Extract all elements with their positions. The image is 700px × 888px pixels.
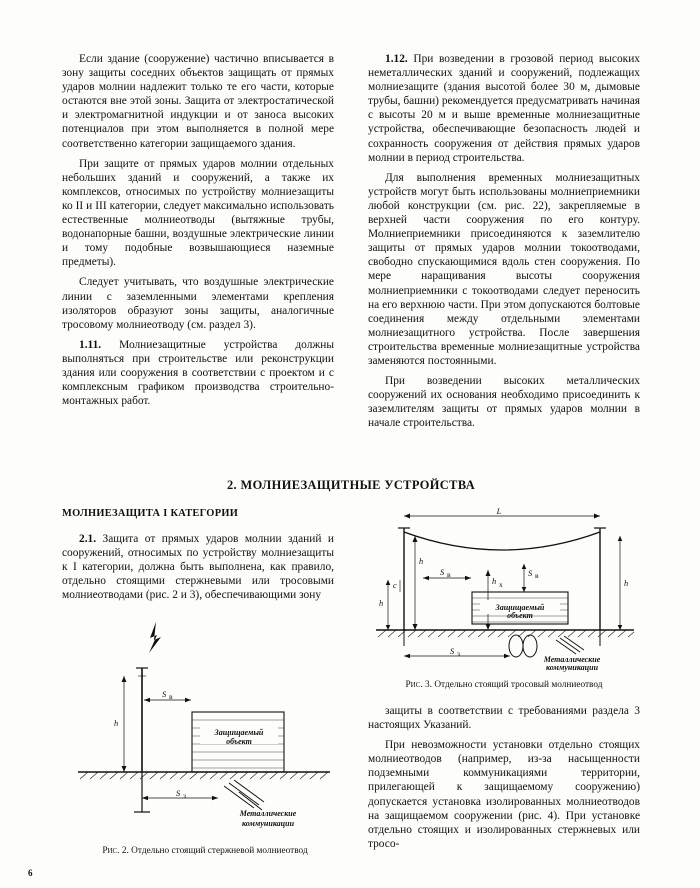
left-column <box>62 52 334 408</box>
figure-2-caption <box>62 846 348 856</box>
clause-text: Молниезащитные устройства должны выполняться при строительстве или реконструкции здания или сооружения в соответствии с проектом и с комплексным графиком производства строительно-монтажных работ. <box>62 338 334 408</box>
svg-text:з: з <box>183 791 186 800</box>
figure-3-caption <box>356 680 652 690</box>
figure-2-diagram <box>72 620 336 840</box>
clause-number: 2.1. <box>79 533 97 545</box>
svg-text:Металлические: Металлические <box>543 655 601 664</box>
paragraph: При защите от прямых ударов молнии отдельных небольших зданий и сооружений, а также их комплексов, относимых по устройству молниезащиты ко II и III категории, следует максимально использовать естественные молниеотводы (вытяжные трубы, водонапорные башни, воздушные электрические линии и тому подобные возвышающиеся наземные предметы). <box>62 157 334 269</box>
svg-text:Металлические: Металлические <box>239 809 297 818</box>
svg-text:х: х <box>499 580 503 589</box>
clause-text: При возведении в грозовой период высоких неметаллических зданий и сооружений, подлежащих молниезащите (здания высотой более 30 м, дымовые трубы, башни) рекомендуется предусматривать начиная с высоты 20 м и выше временные молниезащитные устройства, обеспечивающие безопасность людей и сохранность сооружения от действия прямых ударов молнии в период строительства. <box>368 53 640 164</box>
paragraph: При невозможности установки отдельно стоящих молниеотводов (например, из-за насыщенности подземными коммуникациями территории, прилегающей к защищаемому сооружению) допускается установка изолированных молниеотводов на защищаемом сооружении (рис. 4). При установке отдельно стоящих и изолированных стержневых или тросо- <box>368 739 640 850</box>
text-columns <box>62 52 640 430</box>
svg-text:S: S <box>528 569 533 578</box>
section-heading: 2. МОЛНИЕЗАЩИТНЫЕ УСТРОЙСТВА <box>226 478 476 492</box>
paragraph <box>62 532 334 602</box>
clause-number: 1.12. <box>385 53 408 65</box>
svg-text:S: S <box>162 690 167 699</box>
right-lower-column <box>368 704 640 851</box>
figure-3-diagram <box>368 506 640 674</box>
figure-3-caption-prefix: Рис. 3. <box>405 680 433 690</box>
svg-text:в: в <box>169 692 173 701</box>
svg-text:Защищаемый: Защищаемый <box>214 728 264 737</box>
paragraph: защиты в соответствии с требованиями раздела 3 настоящих Указаний. <box>368 705 640 732</box>
svg-text:Защищаемый: Защищаемый <box>495 603 545 612</box>
svg-text:h: h <box>492 577 497 586</box>
svg-text:з: з <box>457 649 460 658</box>
figure-2-caption-text: Отдельно стоящий стержневой молниеотвод <box>128 846 308 856</box>
paragraph <box>62 338 334 408</box>
figure-2-caption-prefix: Рис. 2. <box>102 846 129 856</box>
svg-text:h: h <box>419 557 424 566</box>
svg-text:коммуникации: коммуникации <box>545 663 599 672</box>
svg-text:коммуникации: коммуникации <box>241 819 295 828</box>
svg-text:S: S <box>176 789 181 798</box>
svg-text:в: в <box>535 571 539 580</box>
svg-text:в: в <box>447 570 451 579</box>
paragraph: Если здание (сооружение) частично вписывается в зону защиты соседних объектов защищать от прямых ударов молнии надлежит только те его части, которые остаются вне этой зоны. Защита от электростатической и электромагнитной индукции и от заноса высоких потенциалов при этом выполняется в полной мере соответственно категории защищаемого здания. <box>62 53 334 150</box>
paragraph: Для выполнения временных молниезащитных устройств могут быть использованы молниеприемники любой конструкции (см. рис. 22), закрепляемые в верхней части сооружения по его контуру. Молниеприемники присоединяются к заземлителю защиты от прямых ударов молнии токоотводами, свободно спускающимися вдоль стен сооружения. По мере наращивания высоты сооружения молниеприемники с токоотводами следует переносить на его верхнюю части. При этом допускаются болтовые соединения между отдельными элементами молниезащитного устройства. После завершения строительства временные молниезащитные устройства заменяются постоянными. <box>368 171 640 367</box>
svg-text:S: S <box>440 568 445 577</box>
svg-text:объект: объект <box>226 737 252 746</box>
paragraph <box>368 52 640 165</box>
paragraph: При возведении высоких металлических сооружений их основания необходимо присоединить к заземлителям защиты от прямых ударов молнии в начале строительства. <box>368 375 640 430</box>
figure-2-svg <box>72 620 336 840</box>
svg-text:c: c <box>393 581 397 590</box>
svg-text:S: S <box>450 647 455 656</box>
figure-3-svg <box>368 506 640 674</box>
clause-text: Защита от прямых ударов молнии зданий и сооружений, относимых по устройству молниезащиты к I категории, должна быть выполнена, как правило, отдельно стоящими стержневыми или тросовыми молниеотводами (рис. 2 и 3), обеспечивающими зону <box>62 533 334 602</box>
svg-text:L: L <box>496 507 502 516</box>
svg-text:объект: объект <box>507 611 533 620</box>
svg-text:h: h <box>624 579 629 588</box>
paragraph: Следует учитывать, что воздушные электрические линии с заземленными элементами крепления изоляторов образуют зоны защиты, аналогичные тросовому молниеотводу (см. раздел 3). <box>62 276 334 331</box>
svg-text:h: h <box>379 599 384 608</box>
clause-number: 1.11. <box>79 338 102 351</box>
right-column <box>368 52 640 430</box>
page-number: 6 <box>28 868 33 878</box>
svg-text:h: h <box>114 719 119 728</box>
left-lower-column <box>62 532 334 602</box>
figure-3-caption-text: Отдельно стоящий тросовый молниеотвод <box>432 680 603 690</box>
subsection-heading: МОЛНИЕЗАЩИТА I КАТЕГОРИИ <box>62 508 239 519</box>
